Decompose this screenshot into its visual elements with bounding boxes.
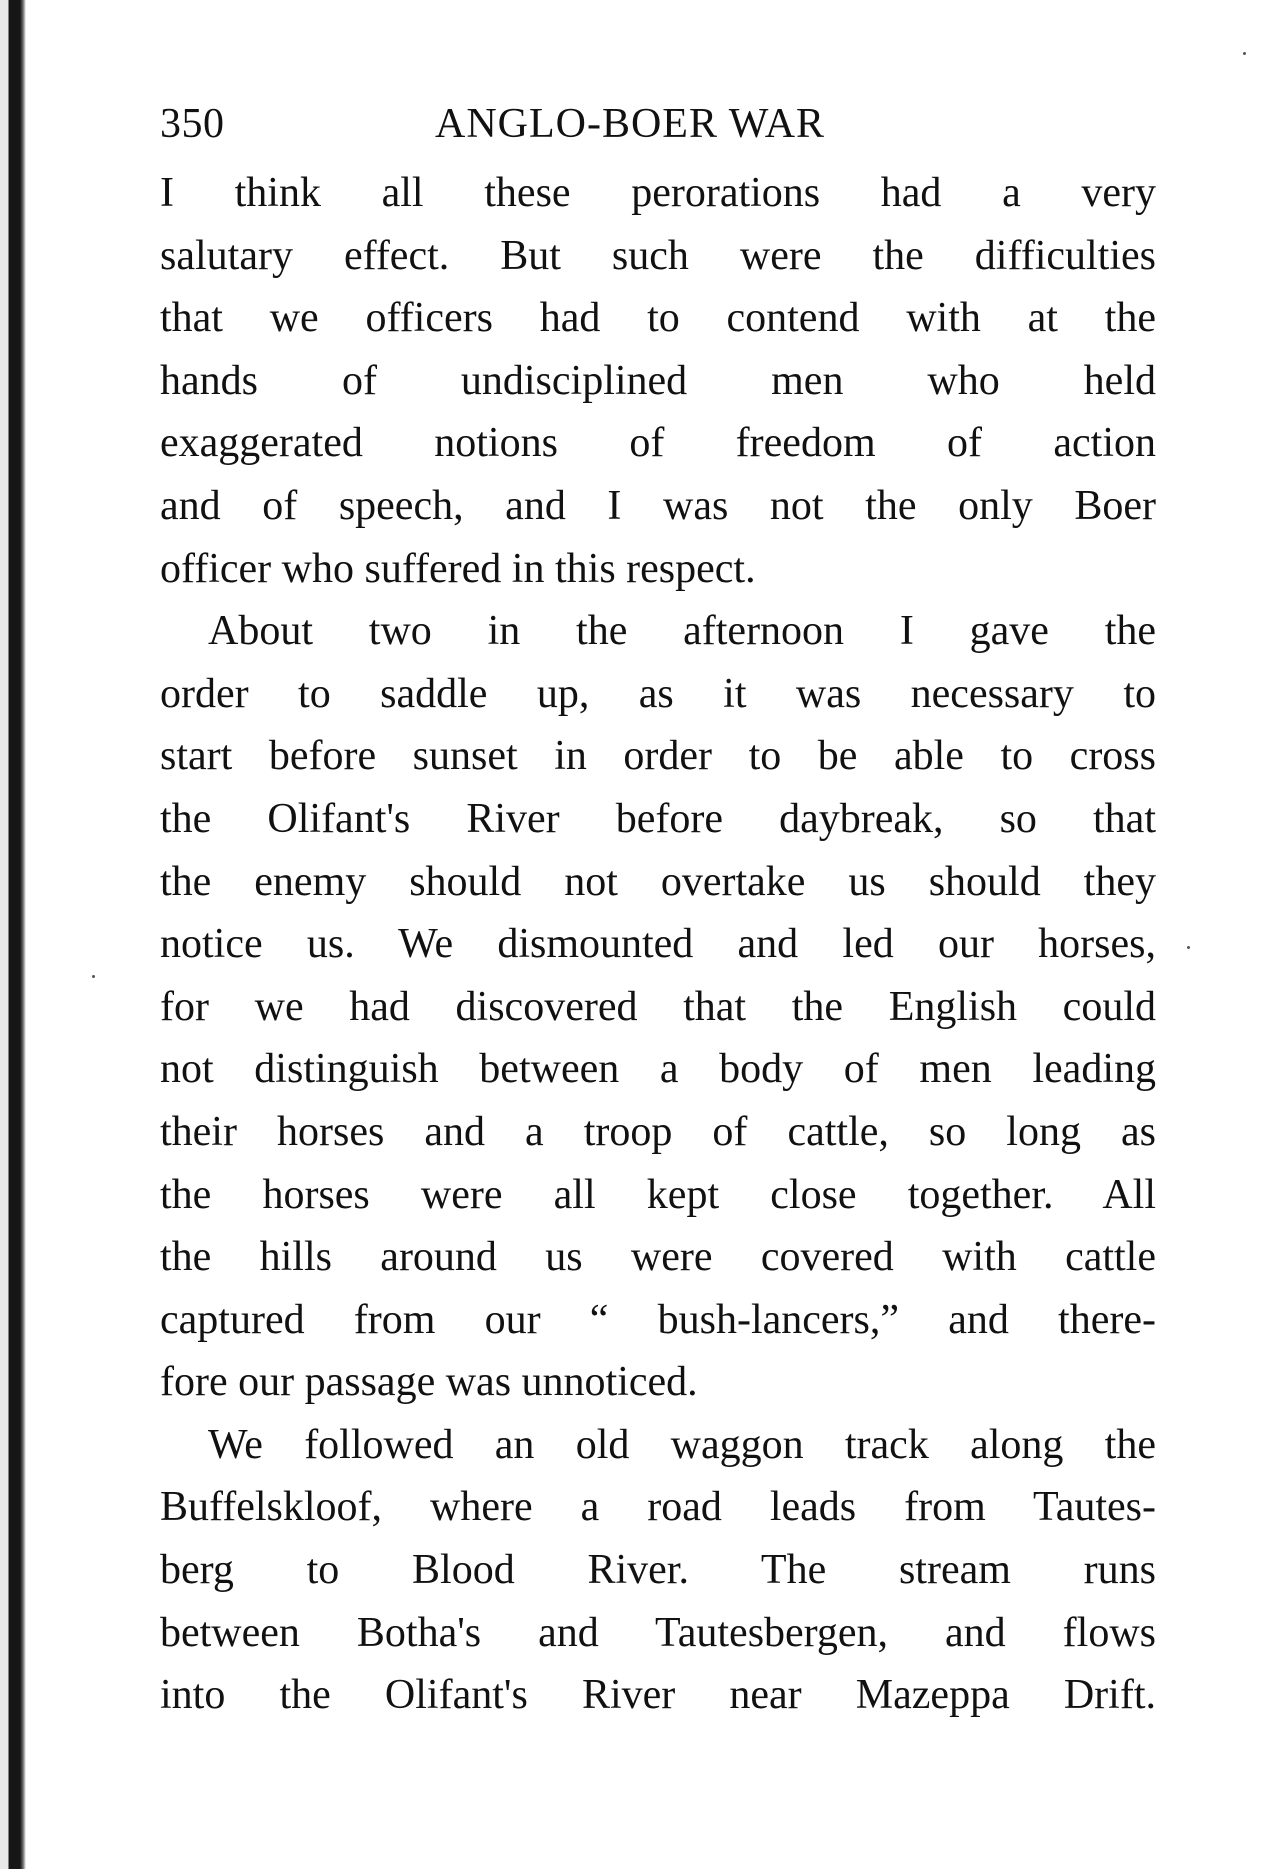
- text-line: between Botha's and Tautesbergen, and flows: [160, 1609, 1156, 1656]
- text-line: the horses were all kept close together. All: [160, 1171, 1156, 1218]
- text-line: and of speech, and I was not the only Boer: [160, 482, 1156, 529]
- text-line: the enemy should not overtake us should they: [160, 858, 1156, 905]
- paragraph-1: [160, 162, 1156, 600]
- text-line: order to saddle up, as it was necessary to: [160, 670, 1156, 717]
- text-line: fore our passage was unnoticed.: [160, 1359, 698, 1406]
- text-line: berg to Blood River. The stream runs: [160, 1547, 1156, 1594]
- text-line: notice us. We dismounted and led our horses,: [160, 921, 1156, 968]
- text-line: their horses and a troop of cattle, so long as: [160, 1108, 1156, 1155]
- text-line: into the Olifant's River near Mazeppa Drift.: [160, 1672, 1156, 1719]
- body-text: [160, 162, 1156, 1727]
- text-line: the Olifant's River before daybreak, so that: [160, 795, 1156, 842]
- scan-speck: [92, 975, 95, 978]
- page-header: [160, 98, 1160, 150]
- scan-speck: [1243, 52, 1246, 55]
- text-line: salutary effect. But such were the difficulties: [160, 232, 1156, 279]
- page-number: 350: [160, 101, 225, 147]
- text-line: About two in the afternoon I gave the: [208, 608, 1156, 655]
- text-line: not distinguish between a body of men leading: [160, 1046, 1156, 1093]
- text-line: that we officers had to contend with at the: [160, 295, 1156, 342]
- text-line: Buffelskloof, where a road leads from Tautes-: [160, 1484, 1156, 1531]
- scan-binding-edge: [0, 0, 26, 1869]
- text-line: captured from our “ bush-lancers,” and there-: [160, 1296, 1156, 1343]
- text-line: for we had discovered that the English could: [160, 983, 1156, 1030]
- paragraph-3: [160, 1414, 1156, 1727]
- running-title: ANGLO-BOER WAR: [435, 101, 826, 147]
- text-line: the hills around us were covered with cattle: [160, 1234, 1156, 1281]
- text-line: start before sunset in order to be able to cross: [160, 733, 1156, 780]
- text-line: exaggerated notions of freedom of action: [160, 420, 1156, 467]
- text-line: We followed an old waggon track along the: [208, 1421, 1156, 1468]
- text-line: hands of undisciplined men who held: [160, 357, 1156, 404]
- text-line: I think all these perorations had a very: [160, 170, 1156, 216]
- scan-speck: [1187, 946, 1190, 949]
- text-line: officer who suffered in this respect.: [160, 545, 756, 592]
- paragraph-2: [160, 600, 1156, 1414]
